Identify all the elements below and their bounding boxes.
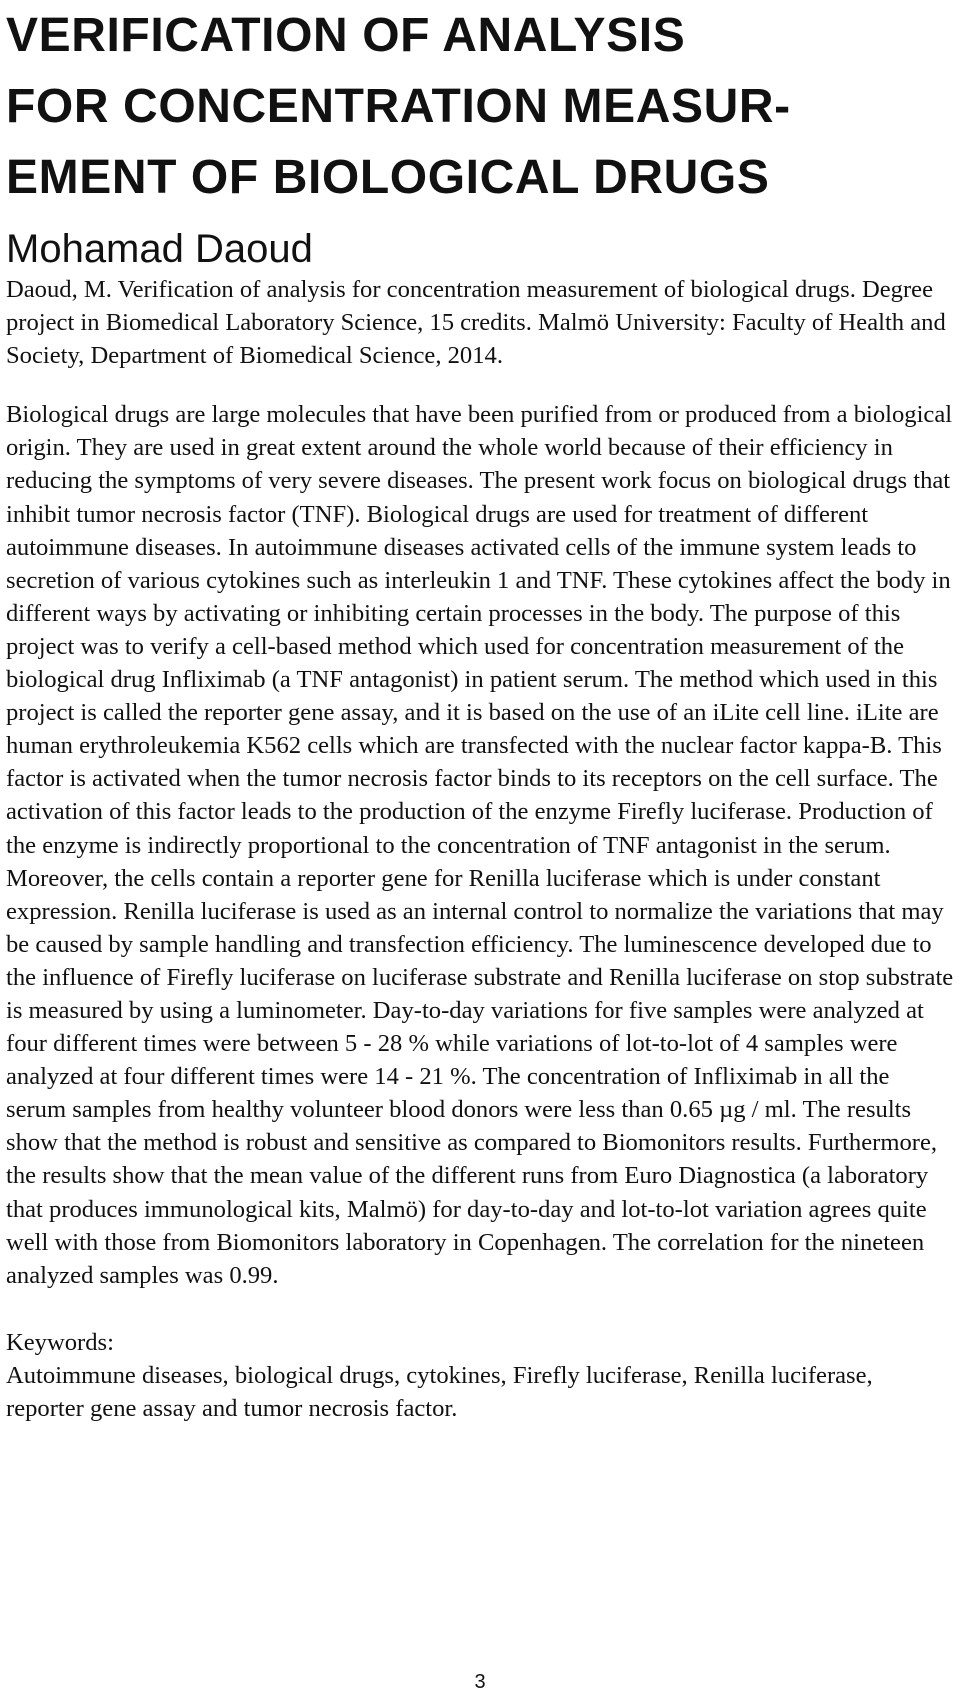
page-number: 3 bbox=[474, 1671, 486, 1693]
keywords-list: Autoimmune diseases, biological drugs, cytokines, Firefly luciferase, Renilla luciferase, reporter gene assay and tumor necrosis factor. bbox=[6, 1361, 873, 1422]
document-page bbox=[6, 0, 954, 1425]
title-line-1: VERIFICATION OF ANALYSIS bbox=[6, 9, 686, 62]
title-line-3: EMENT OF BIOLOGICAL DRUGS bbox=[6, 151, 770, 204]
author-name: Mohamad Daoud bbox=[6, 227, 313, 271]
document-title bbox=[6, 0, 954, 213]
title-line-2: FOR CONCENTRATION MEASUR- bbox=[6, 80, 791, 133]
citation-paragraph: Daoud, M. Verification of analysis for concentration measurement of biological drugs. Degree project in Biomedical Laboratory Science, 15 credits. Malmö University: Faculty of Health and Society, Department of Biomedical Science, 2014. bbox=[6, 276, 946, 370]
keywords-label: Keywords: bbox=[6, 1328, 114, 1356]
abstract-paragraph: Biological drugs are large molecules that have been purified from or produced from a biological origin. They are used in great extent around the whole world because of their efficiency in reducing the symptoms of very severe diseases. The present work focus on biological drugs that inhibit tumor necrosis factor (TNF). Biological drugs are used for treatment of different autoimmune diseases. In autoimmune diseases activated cells of the immune system leads to secretion of various cytokines such as interleukin 1 and TNF. These cytokines affect the body in different ways by activating or inhibiting certain processes in the body. The purpose of this project was to verify a cell-based method which used for concentration measurement of the biological drug Infliximab (a TNF antagonist) in patient serum. The method which used in this project is called the reporter gene assay, and it is based on the use of an iLite cell line. iLite are human erythroleukemia K562 cells which are transfected with the nuclear factor kappa-B. This factor is activated when the tumor necrosis factor binds to its receptors on the cell surface. The activation of this factor leads to the production of the enzyme Firefly luciferase. Production of the enzyme is indirectly proportional to the concentration of TNF antagonist in the serum. Moreover, the cells contain a reporter gene for Renilla luciferase which is under constant expression. Renilla luciferase is used as an internal control to normalize the variations that may be caused by sample handling and transfection efficiency. The luminescence developed due to the influence of Firefly luciferase on luciferase substrate and Renilla luciferase on stop substrate is measured by using a luminometer. Day-to-day variations for five samples were analyzed at four different times were between 5 - 28 % while variations of lot-to-lot of 4 samples were analyzed at four different times were 14 - 21 %. The concentration of Infliximab in all the serum samples from healthy volunteer blood donors were less than 0.65 µg / ml. The results show that the method is robust and sensitive as compared to Biomonitors results. Furthermore, the results show that the mean value of the different runs from Euro Diagnostica (a laboratory that produces immunological kits, Malmö) for day-to-day and lot-to-lot variation agrees quite well with those from Biomonitors laboratory in Copenhagen. The correlation for the nineteen analyzed samples was 0.99. bbox=[6, 401, 954, 1289]
